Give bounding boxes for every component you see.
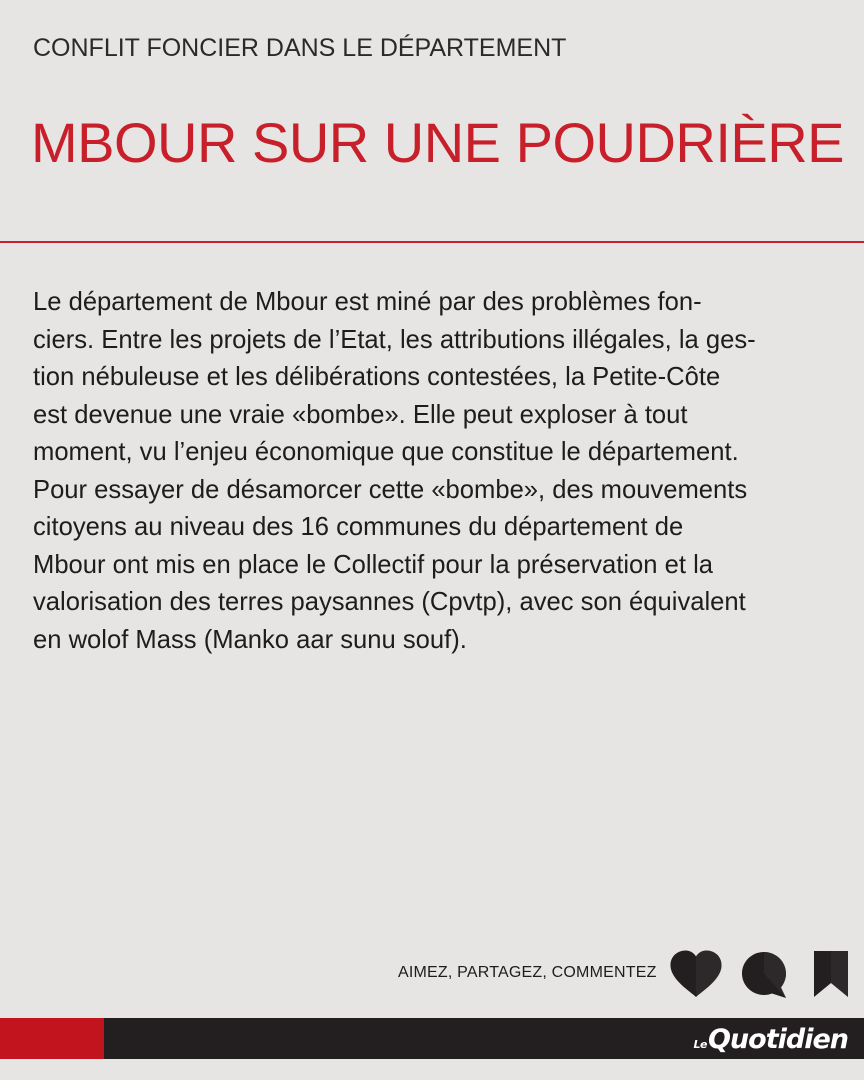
- kicker: CONFLIT FONCIER DANS LE DÉPARTEMENT: [33, 34, 567, 62]
- article-line: ciers. Entre les projets de l’Etat, les attributions illégales, la ges-: [33, 325, 756, 354]
- article-line: moment, vu l’enjeu économique que constitue le département.: [33, 438, 739, 466]
- article-line: en wolof Mass (Manko aar sunu souf).: [33, 625, 467, 654]
- call-to-action-label: AIMEZ, PARTAGEZ, COMMENTEZ: [398, 964, 657, 981]
- article-body: [33, 284, 833, 659]
- article-line: valorisation des terres paysannes (Cpvtp), avec son équivalent: [33, 588, 746, 616]
- brand-logo: [694, 1020, 849, 1058]
- article-line: Pour essayer de désamorcer cette «bombe», des mouvements: [33, 475, 748, 504]
- article-line: est devenue une vraie «bombe». Elle peut exploser à tout: [33, 400, 688, 429]
- comment-icon[interactable]: [741, 951, 787, 999]
- headline-divider: [0, 241, 864, 243]
- article-line: tion nébuleuse et les délibérations contestées, la Petite-Côte: [33, 363, 721, 391]
- brand-logo-name: Quotidien: [707, 1024, 848, 1055]
- brand-logo-prefix: Le: [693, 1038, 707, 1051]
- article-line: citoyens au niveau des 16 communes du département de: [33, 513, 684, 541]
- headline: MBOUR SUR UNE POUDRIÈRE: [31, 111, 845, 174]
- article-line: Le département de Mbour est miné par des problèmes fon-: [33, 288, 702, 316]
- heart-icon[interactable]: [669, 950, 723, 998]
- article-line: Mbour ont mis en place le Collectif pour la préservation et la: [33, 550, 713, 579]
- footer-accent-block: [0, 1018, 104, 1059]
- bookmark-icon[interactable]: [813, 950, 849, 998]
